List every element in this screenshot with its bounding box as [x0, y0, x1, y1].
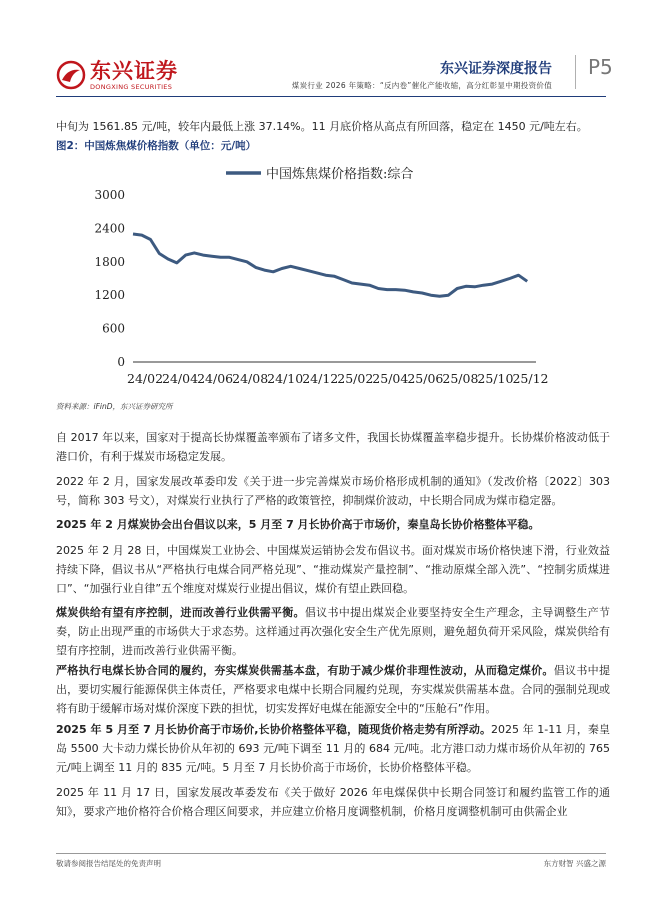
paragraph-5-text: 倡议书中提出煤炭企业要坚持安全生产理念，主导调整生产节奏，防止出现严重的市场供大于求态势。这样通过再次强化安全生产优先原则，避免超负荷开采风险，煤炭供给有望有序控制，进而改善行业供需平衡。 [56, 606, 610, 657]
x-tick-label: 25/06 [407, 371, 444, 386]
paragraph-2-text: 2022 年 2 月，国家发展改革委印发《关于进一步完善煤炭市场价格形成机制的通知》（发改价格〔2022〕303 号，简称 303 号文），对煤炭行业执行了严格的政策管控，抑制煤价波动，中长期合同成为煤市稳定器。 [56, 475, 610, 507]
footer-slogan: 东方财智 兴盛之源 [543, 859, 606, 868]
page-number: P5 [588, 55, 613, 79]
x-tick-label: 25/08 [442, 371, 479, 386]
paragraph-7-text: 2025 年 1-11 月，秦皇岛 5500 大卡动力煤长协价从年初的 693 元/吨下调至 11 月的 684 元/吨。北方港口动力煤市场价从年初的 765 元/吨上调至 11 月的 835 元/吨。5 月至 7 月长协价高于市场价，长协价格整体平稳。 [56, 723, 610, 774]
logo-en-text: DONGXING SECURITIES [90, 83, 173, 91]
paragraph-1 [56, 428, 610, 466]
paragraph-8-text: 2025 年 11 月 17 日，国家发展改革委发布《关于做好 2026 年电煤保供中长期合同签订和履约监管工作的通知》，要求产地价格符合价格合理区间要求，并应建立价格月度调整机制，价格月度调整机制可由供需企业 [56, 786, 610, 818]
paragraph-1-text: 自 2017 年以来，国家对于提高长协煤覆盖率颁布了诸多文件，我国长协煤覆盖率稳步提升。长协煤价格波动低于港口价，有利于煤炭市场稳定发展。 [56, 431, 610, 463]
paragraph-6-text: 倡议书中提出，要切实履行能源保供主体责任，严格要求电煤中长期合同履约兑现，夯实煤炭供需基本盘。合同的强制兑现或将有助于缓解市场对煤价深度下跌的担忧，切实发挥好电煤在能源安全中的“压舱石”作用。 [56, 664, 610, 715]
paragraph-7 [56, 720, 610, 777]
x-tick-label: 24/10 [267, 371, 304, 386]
paragraph-3 [56, 515, 610, 534]
x-tick-label: 24/06 [197, 371, 234, 386]
y-tick-label: 2400 [94, 221, 125, 236]
paragraph-8 [56, 783, 610, 821]
footer-disclaimer: 敬请参阅报告结尾处的免责声明 [56, 859, 161, 868]
x-tick-label: 24/02 [127, 371, 164, 386]
series-line [133, 234, 527, 296]
legend-label: 中国炼焦煤价格指数:综合 [266, 167, 414, 182]
paragraph-5-bold: 煤炭供给有望有序控制，进而改善行业供需平衡。 [56, 606, 305, 619]
paragraph-6 [56, 661, 610, 718]
figure-caption: 图2：中国炼焦煤价格指数（单位：元/吨） [56, 140, 257, 152]
paragraph-7-bold: 2025 年 5 月至 7 月长协价高于市场价,长协价格整体平稳，随现货价格走势有所浮动。 [56, 723, 492, 736]
dongxing-logo-icon [56, 60, 86, 90]
logo-text: 东兴证券 [90, 59, 178, 83]
y-tick-label: 0 [117, 355, 125, 369]
header-rule [56, 96, 606, 97]
y-tick-label: 1800 [94, 254, 125, 269]
paragraph-2 [56, 472, 610, 510]
figure-source: 资料来源：iFinD，东兴证券研究所 [56, 402, 173, 411]
paragraph-4 [56, 541, 610, 598]
paragraph-5 [56, 603, 610, 660]
coking-coal-price-chart [56, 155, 610, 395]
x-tick-label: 25/02 [337, 371, 374, 386]
paragraph-4-text: 2025 年 2 月 28 日，中国煤炭工业协会、中国煤炭运销协会发布倡议书。面对煤炭市场价格快速下滑，行业效益持续下降，倡议书从“严格执行电煤合同严格兑现”、“推动煤炭产量控制”、“推动原煤全部入洗”、“控制劣质煤进口”、“加强行业自律”五个维度对煤炭行业提出倡议，煤价有望止跌回稳。 [56, 544, 610, 595]
x-tick-label: 25/10 [477, 371, 514, 386]
x-tick-label: 25/12 [512, 371, 549, 386]
x-tick-label: 25/04 [372, 371, 409, 386]
x-tick-label: 24/04 [162, 371, 199, 386]
x-tick-label: 24/12 [302, 371, 339, 386]
y-tick-label: 1200 [94, 288, 125, 303]
footer-rule [56, 853, 606, 854]
y-tick-label: 3000 [94, 188, 125, 202]
report-title: 东兴证券深度报告 [440, 61, 552, 77]
chart-legend [226, 166, 413, 182]
y-tick-label: 600 [102, 321, 125, 336]
x-tick-label: 24/08 [232, 371, 269, 386]
report-subtitle: 煤炭行业 2026 年策略：“反内卷”催化产能收缩，高分红彰显中期投资价值 [291, 81, 552, 90]
paragraph-3-bold: 2025 年 2 月煤炭协会出台倡议以来，5 月至 7 月长协价高于市场价，秦皇岛长协价格整体平稳。 [56, 518, 540, 531]
paragraph-6-bold: 严格执行电煤长协合同的履约，夯实煤炭供需基本盘，有助于减少煤价非理性波动，从而稳定煤价。 [56, 664, 554, 677]
header-divider [575, 55, 576, 89]
intro-line: 中旬为 1561.85 元/吨，较年内最低上涨 37.14%。11 月底价格从高点有所回落，稳定在 1450 元/吨左右。 [56, 120, 588, 133]
